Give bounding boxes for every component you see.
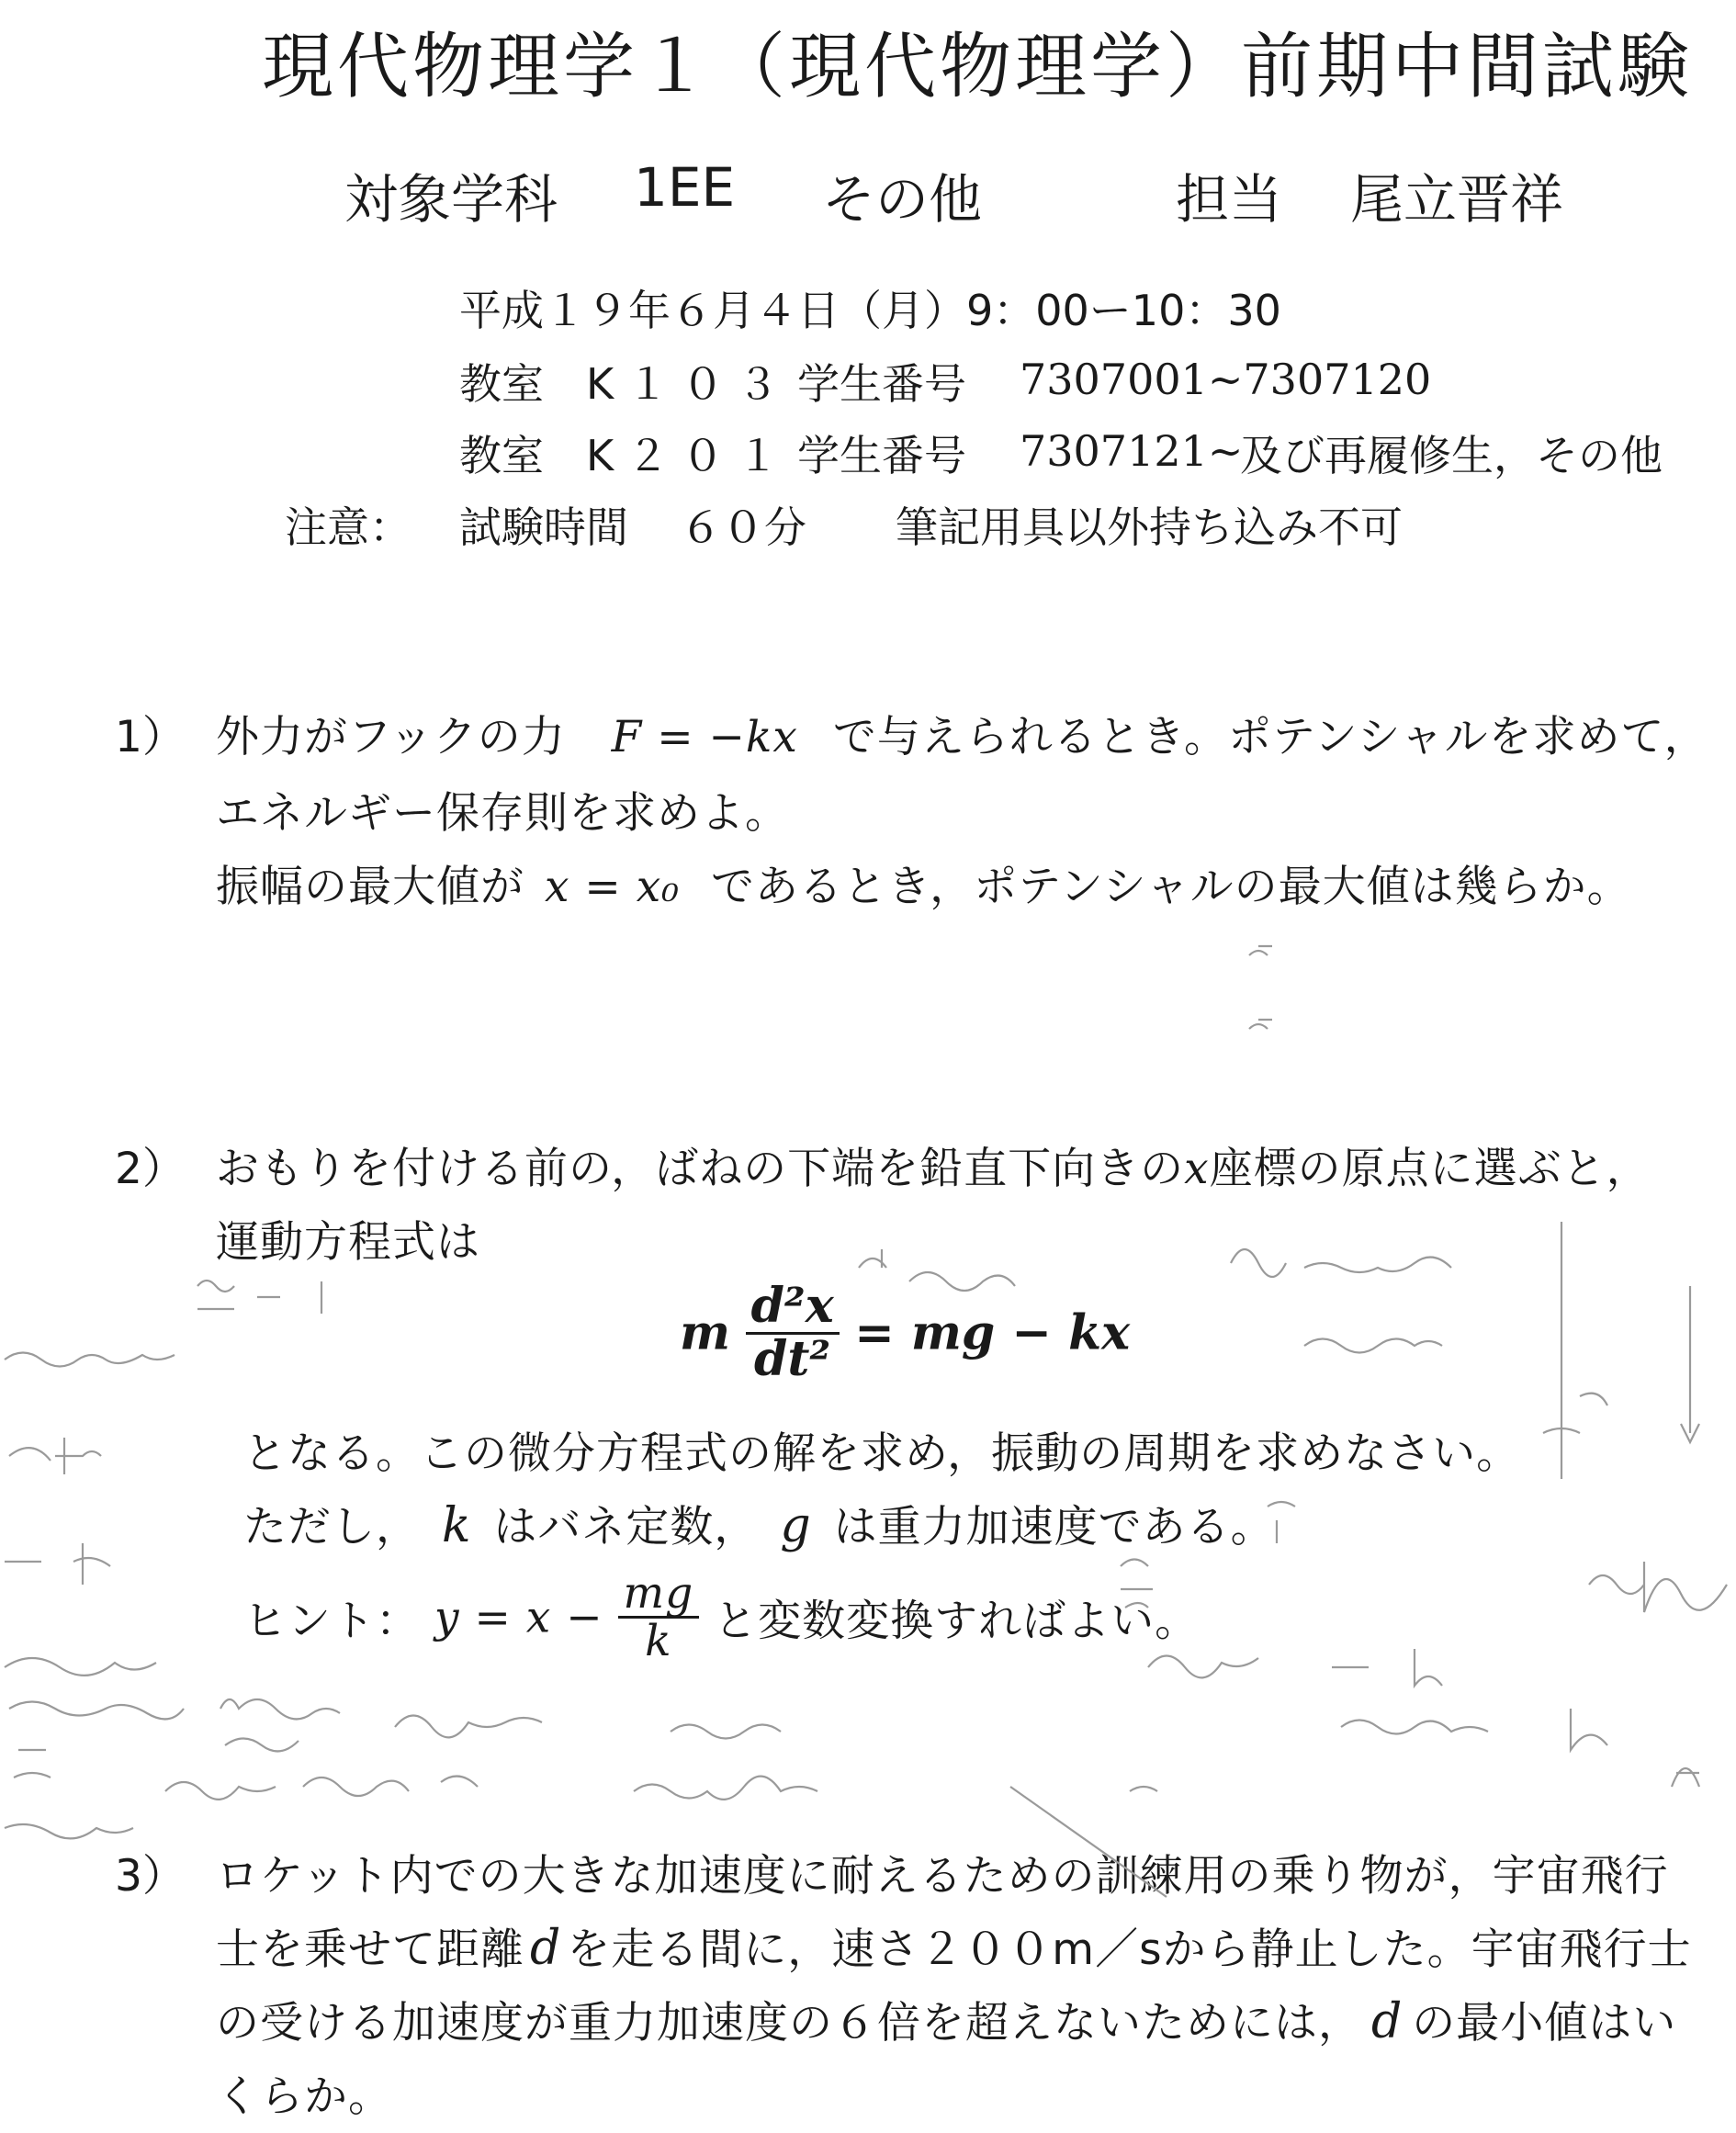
exam-title: 現代物理学１（現代物理学）前期中間試験 <box>262 26 1694 108</box>
q2-eq-numerator: d²x <box>746 1281 840 1335</box>
department-other: その他 <box>822 168 983 231</box>
q2-hint-label: ヒント： <box>243 1596 420 1647</box>
q2-eq-denominator: dt² <box>754 1330 831 1387</box>
q2-hint-lhs: y = x − <box>434 1592 603 1643</box>
q2-work-scribble <box>165 946 1727 1897</box>
q3-line3-var: d <box>1371 1994 1403 2049</box>
q2-eq-m: m <box>680 1304 731 1361</box>
q3-line3-post: の最小値はい <box>1412 1998 1677 2048</box>
q2-line4-mid: はバネ定数， <box>493 1502 759 1552</box>
q2-eq-rhs: = mg − kx <box>854 1304 1131 1361</box>
department-value: 1EE <box>634 156 736 219</box>
room2: K２０１ <box>586 431 793 480</box>
q1-line3-post: であるとき，ポテンシャルの最大値は幾らか。 <box>711 862 1631 912</box>
room2-students: 7307121~ <box>1020 426 1244 476</box>
room2-extra: 及び再履修生，その他 <box>1240 431 1663 480</box>
q2-line4-post: は重力加速度である。 <box>833 1502 1275 1552</box>
q2-hint-denominator: k <box>645 1616 672 1667</box>
department-label: 対象学科 <box>344 168 558 231</box>
q3-line2-post: を走る間に，速さ２００m／sから静止した。宇宙飛行士 <box>567 1924 1692 1975</box>
q3-line4: くらか。 <box>216 2071 392 2122</box>
q1-line3-pre: 振幅の最大値が <box>216 862 524 912</box>
q2-line4-k: k <box>441 1498 472 1553</box>
room1-students-label: 学生番号 <box>797 359 966 409</box>
q1-line1-pre: 外力がフックの力 <box>216 712 566 762</box>
note-rule: 筆記用具以外持ち込み不可 <box>896 502 1403 552</box>
margin-scribble-left <box>5 1353 184 1839</box>
q1-hooke-formula: F = −kx <box>611 712 798 762</box>
q3-line2-pre: 士を乗せて距離 <box>216 1924 524 1975</box>
q2-line4-pre: ただし， <box>243 1502 420 1552</box>
room1: K１０３ <box>586 359 793 409</box>
q3-line2-var: d <box>530 1921 562 1976</box>
room2-label: 教室 <box>459 431 544 480</box>
q2-line1-var: x <box>1184 1144 1210 1194</box>
room1-students: 7307001~7307120 <box>1020 355 1432 404</box>
q3-number: 3） <box>115 1851 186 1902</box>
q2-line3: となる。この微分方程式の解を求め，振動の周期を求めなさい。 <box>243 1428 1521 1479</box>
note-time: ６０分 <box>680 502 806 552</box>
q2-line1-post: 座標の原点に選ぶと， <box>1209 1144 1651 1194</box>
q2-hint-post: と変数変換すればよい。 <box>714 1596 1200 1647</box>
q2-hint-numerator: mg <box>618 1571 700 1619</box>
q3-line1: ロケット内での大きな加速度に耐えるための訓練用の乗り物が，宇宙飛行 <box>216 1851 1669 1902</box>
q2-line2: 運動方程式は <box>216 1217 480 1268</box>
q2-number: 2） <box>115 1144 186 1194</box>
q1-line1-post: で与えられるとき。ポテンシャルを求めて， <box>832 712 1708 762</box>
q1-line2: エネルギー保存則を求めよ。 <box>216 788 789 839</box>
instructor-name: 尾立晋祥 <box>1350 168 1564 231</box>
exam-datetime: 平成１９年６月４日（月）9：00ー10：30 <box>459 286 1281 335</box>
note-label: 注意： <box>285 502 411 552</box>
instructor-label: 担当 <box>1176 168 1283 231</box>
q2-line1-text: おもりを付ける前の，ばねの下端を鉛直下向きの <box>216 1144 1185 1194</box>
room1-label: 教室 <box>459 359 544 409</box>
q2-line4-g: g <box>780 1498 812 1553</box>
q3-line3-pre: の受ける加速度が重力加速度の６倍を超えないためには， <box>216 1998 1362 2048</box>
q1-amplitude-formula: x = x₀ <box>544 862 681 912</box>
room2-students-label: 学生番号 <box>797 431 966 480</box>
q1-number: 1） <box>115 712 186 762</box>
note-time-label: 試験時間 <box>459 502 628 552</box>
